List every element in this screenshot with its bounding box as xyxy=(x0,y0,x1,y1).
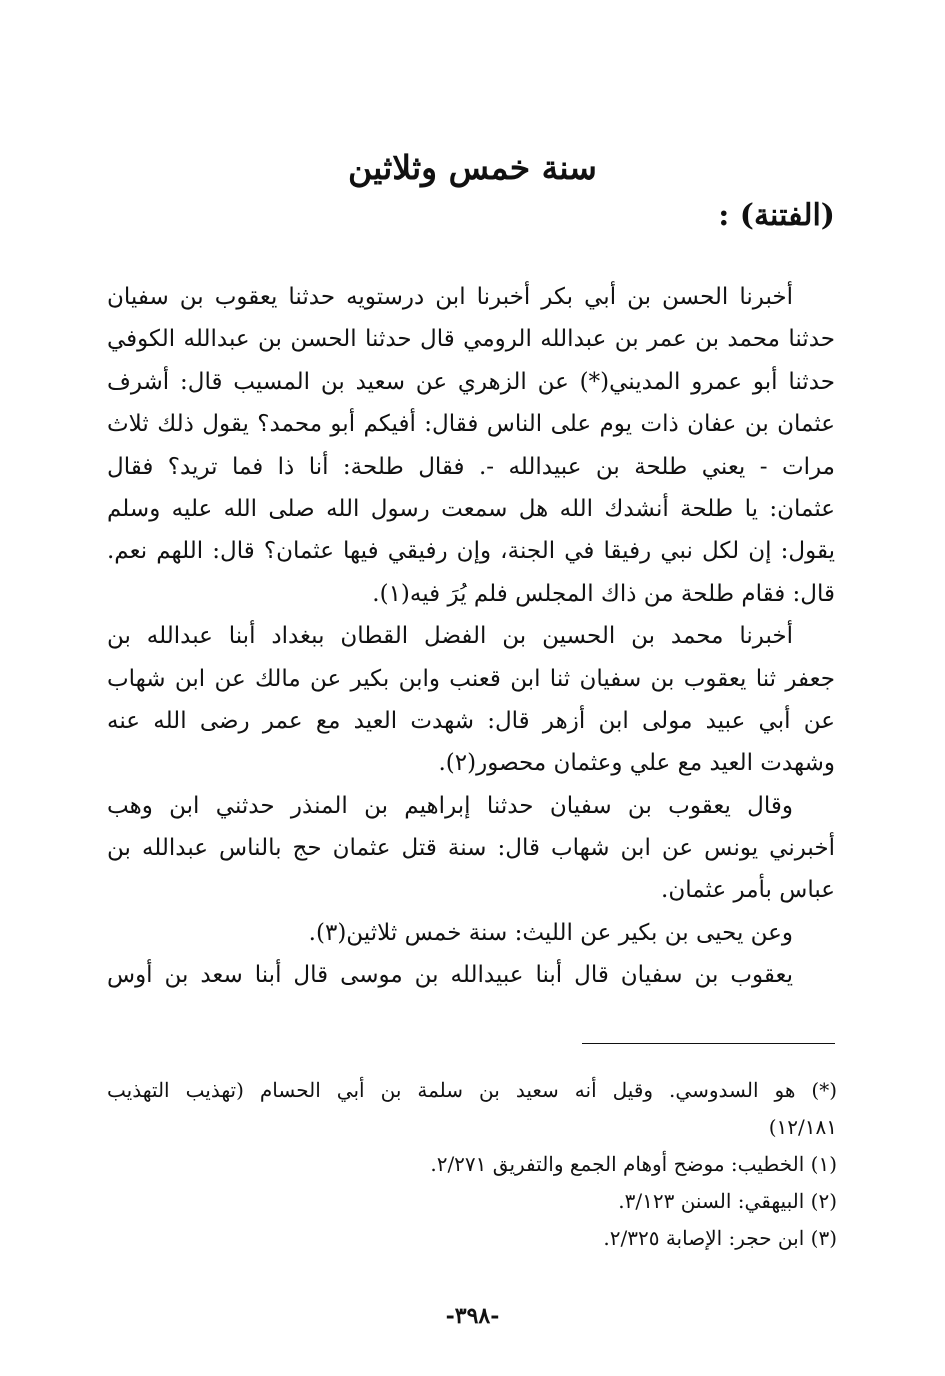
body-line: يقول: إن لكل نبي رفيقا في الجنة، وإن رفيقي فيها عثمان؟ قال: اللهم نعم. xyxy=(107,538,835,565)
body-line: عثمان: يا طلحة أنشدك الله هل سمعت رسول الله صلى الله عليه وسلم xyxy=(107,495,835,522)
body-line: عن أبي عبيد مولى ابن أزهر قال: شهدت العيد مع عمر رضى الله عنه xyxy=(107,707,835,734)
footnote: ١٢/١٨١) xyxy=(768,1115,837,1139)
body-line: مرات - يعني طلحة بن عبيدالله -. فقال طلحة: أنا ذا فما تريد؟ فقال xyxy=(107,453,835,480)
page-number: -٣٩٨- xyxy=(445,1303,500,1329)
body-line: عباس بأمر عثمان. xyxy=(661,877,835,904)
footnotes xyxy=(107,1072,837,1257)
footnote-separator xyxy=(582,1043,835,1044)
body-line: أخبرنا محمد بن الحسين بن الفضل القطان ببغداد أبنا عبدالله بن xyxy=(107,623,793,650)
body-line: عثمان بن عفان ذات يوم على الناس فقال: أفيكم أبو محمد؟ يقول ذلك ثلاث xyxy=(107,411,835,438)
body-line: يعقوب بن سفيان قال أبنا عبيدالله بن موسى قال أبنا سعد بن أوس xyxy=(107,962,793,989)
body-line: قال: فقام طلحة من ذاك المجلس فلم يُرَ فيه(١). xyxy=(372,580,835,607)
section-heading: (الفتنة) : xyxy=(718,198,835,233)
body-line: جعفر ثنا يعقوب بن سفيان ثنا ابن قعنب وابن بكير عن مالك عن ابن شهاب xyxy=(107,665,835,692)
footnote: (٣) ابن حجر: الإصابة ٢/٣٢٥. xyxy=(603,1226,837,1250)
body-line: وعن يحيى بن بكير عن الليث: سنة خمس ثلاثين(٣). xyxy=(308,919,793,946)
chapter-title: سنة خمس وثلاثين xyxy=(348,148,597,187)
footnote: (٢) البيهقي: السنن ٣/١٢٣. xyxy=(618,1189,837,1213)
body-line: وشهدت العيد مع علي وعثمان محصور(٢). xyxy=(438,750,835,777)
footnote: (١) الخطيب: موضح أوهام الجمع والتفريق ٢/٢٧١. xyxy=(430,1152,837,1176)
body-text xyxy=(107,276,835,997)
body-line: أخبرني يونس عن ابن شهاب قال: سنة قتل عثمان حج بالناس عبدالله بن xyxy=(107,835,835,862)
body-line: وقال يعقوب بن سفيان حدثنا إبراهيم بن المنذر حدثني ابن وهب xyxy=(107,792,793,819)
body-line: حدثنا محمد بن عمر بن عبدالله الرومي قال حدثنا الحسن بن عبدالله الكوفي xyxy=(107,326,835,353)
body-line: حدثنا أبو عمرو المديني(*) عن الزهري عن سعيد بن المسيب قال: أشرف xyxy=(107,368,835,395)
body-line: أخبرنا الحسن بن أبي بكر أخبرنا ابن درستويه حدثنا يعقوب بن سفيان xyxy=(107,284,793,310)
footnote: (*) هو السدوسي. وقيل أنه سعيد بن سلمة بن أبي الحسام (تهذيب التهذيب xyxy=(107,1078,837,1102)
